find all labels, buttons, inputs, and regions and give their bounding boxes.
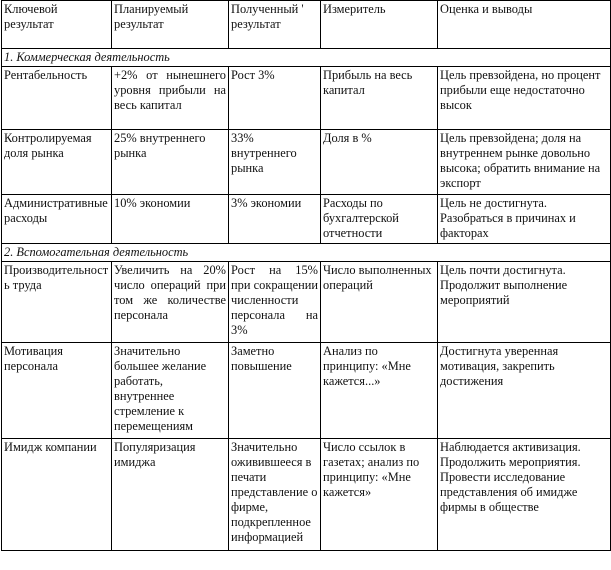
header-row — [2, 1, 611, 49]
cell-key-result: Мотивация персонала — [2, 343, 112, 439]
table-row — [2, 67, 611, 130]
cell-evaluation: Цель превзойдена; доля на внутреннем рынке довольно высока; обратить внимание на экспорт — [438, 130, 611, 195]
cell-key-result: Административные расходы — [2, 195, 112, 244]
cell-measure: Анализ по принципу: «Мне кажется...» — [321, 343, 438, 439]
table-row — [2, 343, 611, 439]
section-row — [2, 244, 611, 262]
cell-measure: Число ссылок в газетах; анализ по принципу: «Мне кажется» — [321, 439, 438, 551]
section-title: 1. Коммерческая деятельность — [2, 49, 611, 67]
cell-actual: 33% внутреннего рынка — [229, 130, 321, 195]
cell-key-result: Рентабельность — [2, 67, 112, 130]
cell-measure: Прибыль на весь капитал — [321, 67, 438, 130]
section-title: 2. Вспомогательная деятельность — [2, 244, 611, 262]
cell-evaluation: Цель превзойдена, но процент прибыли еще недостаточно высок — [438, 67, 611, 130]
cell-actual: Рост 3% — [229, 67, 321, 130]
header-key-result: Ключевой результат — [2, 1, 112, 49]
cell-measure: Расходы по бухгалтерской отчетности — [321, 195, 438, 244]
section-row — [2, 49, 611, 67]
cell-evaluation: Достигнута уверенная мотивация, закрепить достижения — [438, 343, 611, 439]
cell-actual: Рост на 15% при сокращении численности персонала на 3% — [229, 262, 321, 343]
cell-planned: Популяризация имиджа — [112, 439, 229, 551]
cell-planned: Увеличить на 20% число операций при том же количестве персонала — [112, 262, 229, 343]
table-row — [2, 130, 611, 195]
cell-key-result: Имидж компании — [2, 439, 112, 551]
cell-actual: Заметно повышение — [229, 343, 321, 439]
cell-evaluation: Цель не достигнута. Разобраться в причинах и факторах — [438, 195, 611, 244]
cell-key-result: Производительность труда — [2, 262, 112, 343]
header-measure: Измеритель — [321, 1, 438, 49]
evaluation-table — [1, 0, 611, 551]
table-row — [2, 439, 611, 551]
cell-measure: Число выполненных операций — [321, 262, 438, 343]
header-actual-result: Полученный ' результат — [229, 1, 321, 49]
cell-key-result: Контролируемая доля рынка — [2, 130, 112, 195]
cell-evaluation: Наблюдается активизация. Продолжить мероприятия. Провести исследование представления об имидже фирмы в обществе — [438, 439, 611, 551]
cell-planned: 10% экономии — [112, 195, 229, 244]
cell-measure: Доля в % — [321, 130, 438, 195]
cell-actual: Значительно оживившееся в печати представление о фирме, подкрепленное информацией — [229, 439, 321, 551]
header-evaluation: Оценка и выводы — [438, 1, 611, 49]
table-row — [2, 195, 611, 244]
cell-planned: 25% внутреннего рынка — [112, 130, 229, 195]
table-row — [2, 262, 611, 343]
cell-planned: +2% от нынешнего уровня прибыли на весь капитал — [112, 67, 229, 130]
cell-evaluation: Цель почти достигнута. Продолжит выполнение мероприятий — [438, 262, 611, 343]
header-planned-result: Планируемый результат — [112, 1, 229, 49]
cell-actual: 3% экономии — [229, 195, 321, 244]
cell-planned: Значительно большее желание работать, внутреннее стремление к перемещениям — [112, 343, 229, 439]
